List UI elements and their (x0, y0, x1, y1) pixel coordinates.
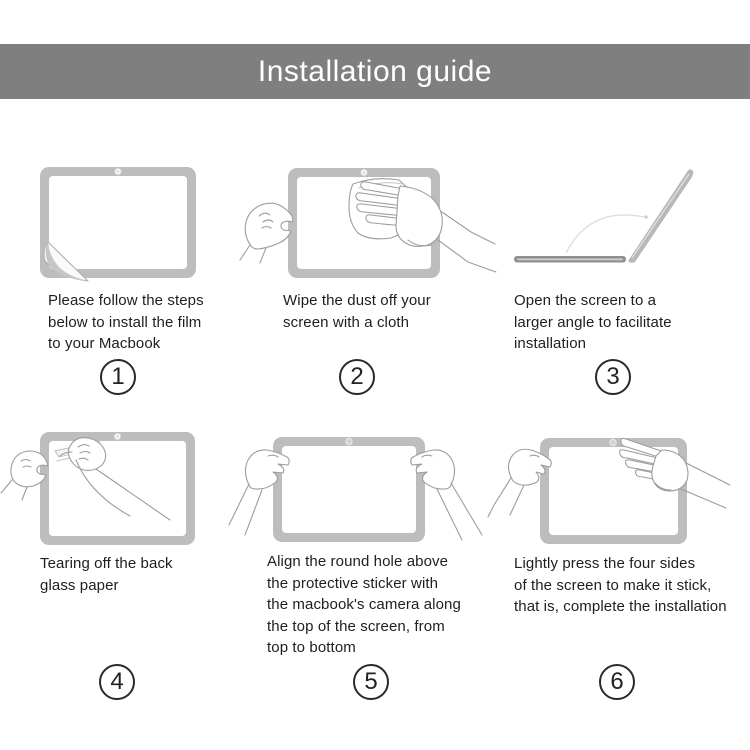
arm-lines (438, 212, 496, 272)
step-caption-line: Wipe the dust off your (283, 292, 431, 309)
step5-caption (267, 551, 482, 659)
opening-arc-arrow (566, 215, 644, 253)
step2-wiping-illustration (240, 168, 496, 278)
step4-tearing-illustration (1, 432, 195, 545)
screen-surface (282, 446, 416, 533)
step-number-badge: 2 (339, 359, 375, 395)
step6-pressing-illustration (488, 438, 730, 544)
step-caption-line: to your Macbook (48, 335, 161, 352)
step-caption-line: Please follow the steps (48, 292, 204, 309)
step-caption-line: of the screen to make it stick, (514, 576, 712, 594)
arc-end-dot (644, 215, 648, 219)
step1-screen-film-corner-illustration (40, 167, 196, 281)
step-caption-line: glass paper (40, 576, 119, 594)
step-caption-line: installation (514, 335, 587, 352)
step-caption-line: Open the screen to a (514, 292, 657, 309)
step-caption-line: below to install the film (48, 313, 202, 331)
step-number-badge: 5 (353, 664, 389, 700)
step-number-badge: 4 (99, 664, 135, 700)
step3-caption (514, 290, 714, 355)
page-title: Installation guide (257, 54, 493, 88)
step3-open-laptop-illustration (514, 169, 693, 263)
step5-aligning-illustration (229, 437, 482, 542)
step4-caption (40, 553, 240, 596)
step-caption-line: the protective sticker with (267, 574, 439, 592)
step-number-badge: 1 (100, 359, 136, 395)
holding-hand-icon (245, 203, 293, 249)
step-caption-line: larger angle to facilitate (514, 313, 672, 331)
step-number-badge: 3 (595, 359, 631, 395)
step-caption-line: Lightly press the four sides (514, 555, 696, 572)
laptop-base-highlight (517, 259, 623, 261)
camera-icon (346, 438, 352, 444)
step-caption-line: the top of the screen, from (267, 617, 445, 635)
step1-caption (48, 290, 248, 355)
step-caption-line: the macbook's camera along (267, 596, 461, 613)
step-number-badge: 6 (599, 664, 635, 700)
camera-icon (610, 439, 616, 445)
camera-dot-icon (116, 435, 118, 437)
step-caption-line: Tearing off the back (40, 555, 173, 572)
step-caption-line: Align the round hole above (267, 553, 449, 570)
arm-lines (229, 484, 262, 535)
step-caption-line: screen with a cloth (283, 313, 410, 331)
arm-lines (681, 463, 730, 508)
step-caption-line: that is, complete the installation (514, 598, 727, 615)
step-caption-line: top to bottom (267, 639, 356, 656)
screen-surface (49, 176, 187, 269)
step6-caption (514, 553, 749, 618)
arm-lines (437, 483, 482, 540)
camera-dot-icon (117, 170, 119, 172)
step2-caption (283, 290, 483, 333)
camera-dot-icon (363, 171, 365, 173)
